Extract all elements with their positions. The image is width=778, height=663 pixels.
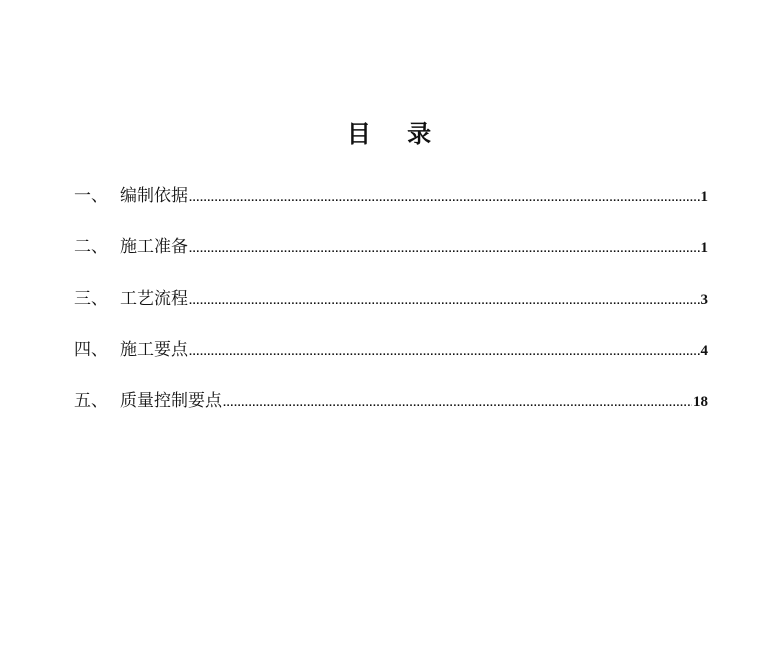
toc-entry-title: 施工要点 (120, 339, 188, 360)
toc-entry-number: 三、 (74, 288, 108, 309)
toc-entry-3[interactable] (74, 286, 708, 337)
toc-entry-page: 4 (700, 342, 708, 359)
toc-title: 目 录 (346, 119, 446, 148)
toc-entry-number: 二、 (74, 237, 108, 258)
toc-dot-leader (189, 185, 700, 211)
toc-entry-page: 1 (700, 189, 708, 205)
toc-entry-5[interactable] (74, 388, 708, 439)
toc-entry-number: 一、 (74, 186, 108, 206)
toc-entry-page: 18 (693, 394, 708, 411)
toc-entry-title: 工艺流程 (120, 288, 188, 309)
toc-dot-leader (223, 390, 692, 416)
toc-dot-leader (189, 339, 700, 365)
toc-dot-leader (189, 288, 700, 314)
toc-entry-1[interactable] (74, 183, 708, 234)
toc-entry-page: 1 (700, 240, 708, 257)
toc-entry-title: 施工准备 (120, 237, 188, 258)
toc-entry-title: 编制依据 (120, 186, 188, 206)
toc-entry-2[interactable] (74, 234, 708, 285)
toc-entry-4[interactable] (74, 337, 708, 388)
toc-entry-title: 质量控制要点 (120, 391, 222, 412)
toc-list (74, 183, 708, 439)
toc-entry-number: 五、 (74, 391, 108, 412)
toc-dot-leader (189, 236, 700, 262)
toc-entry-number: 四、 (74, 339, 108, 360)
toc-entry-page: 3 (700, 291, 708, 308)
